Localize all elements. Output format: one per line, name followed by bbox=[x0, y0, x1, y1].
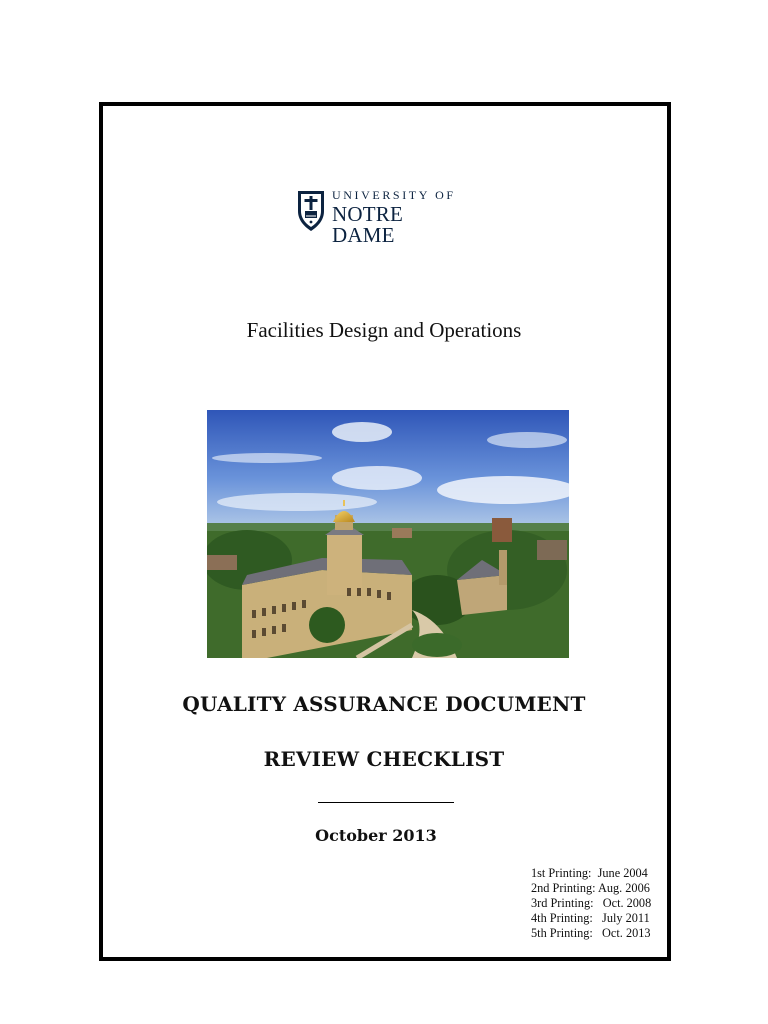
logo-line-university-of: UNIVERSITY OF bbox=[332, 188, 456, 202]
university-wordmark bbox=[332, 189, 471, 246]
logo-line-notre-dame: NOTRE DAME bbox=[332, 202, 403, 247]
campus-photo-illustration bbox=[207, 410, 569, 658]
printing-line: 5th Printing: Oct. 2013 bbox=[531, 926, 651, 940]
document-title-line2: REVIEW CHECKLIST bbox=[263, 747, 505, 771]
university-logo bbox=[296, 185, 471, 247]
department-heading: Facilities Design and Operations bbox=[246, 318, 522, 342]
printing-history bbox=[531, 866, 661, 941]
printing-line: 4th Printing: July 2011 bbox=[531, 911, 650, 925]
printing-line: 2nd Printing: Aug. 2006 bbox=[531, 881, 650, 895]
printing-line: 1st Printing: June 2004 bbox=[531, 866, 648, 880]
notre-dame-shield-icon bbox=[296, 189, 326, 233]
campus-aerial-photo bbox=[207, 410, 569, 658]
printing-line: 3rd Printing: Oct. 2008 bbox=[531, 896, 652, 910]
title-divider bbox=[318, 802, 454, 803]
document-date: October 2013 bbox=[315, 826, 437, 845]
document-title-line1: QUALITY ASSURANCE DOCUMENT bbox=[182, 692, 586, 716]
